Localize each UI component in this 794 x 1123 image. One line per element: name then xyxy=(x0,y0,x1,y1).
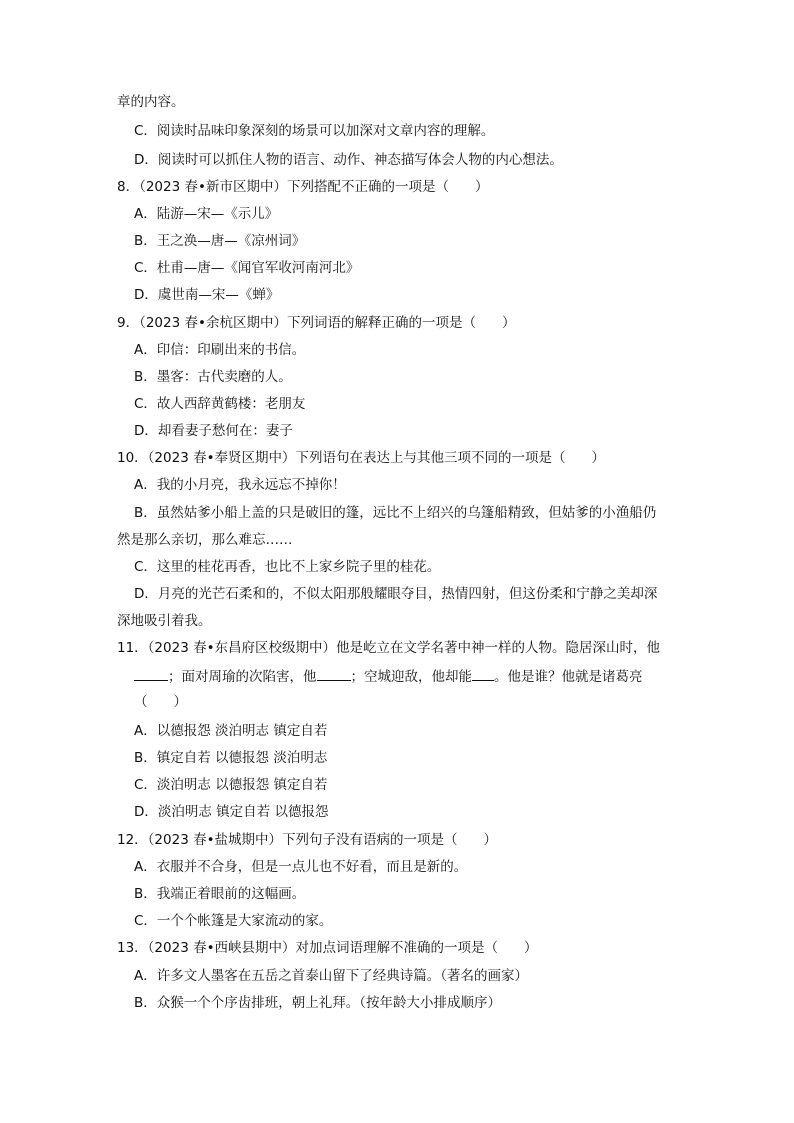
question-10-option-a: A．我的小月亮，我永远忘不掉你！ xyxy=(134,477,346,493)
question-8-close: ） xyxy=(474,179,489,195)
question-9-text: 9．（2023 春•余杭区期中）下列词语的解释正确的一项是（ xyxy=(117,315,476,331)
question-11-part-2: ；空城迎敌，他却能 xyxy=(350,669,472,685)
question-10-stem xyxy=(117,449,717,467)
question-12-option-c: C．一个个帐篷是大家流动的家。 xyxy=(134,913,333,929)
question-12-close: ） xyxy=(483,832,498,848)
question-13-close: ） xyxy=(524,940,538,956)
question-10-option-b-line2: 然是那么亲切，那么难忘…… xyxy=(117,532,293,548)
question-8-option-a: A．陆游—宋—《示儿》 xyxy=(134,206,279,222)
question-10-close: ） xyxy=(591,450,606,466)
blank-2 xyxy=(317,666,351,681)
question-10-option-d-line1: D．月亮的光芒石柔和的，不似太阳那般耀眼夺目，热情四射，但这份柔和宁静之美却深 xyxy=(134,586,658,602)
question-11-blanks-line xyxy=(134,666,734,686)
question-9-close: ） xyxy=(501,315,516,331)
question-11-option-d: D．淡泊明志 镇定自若 以德报怨 xyxy=(134,804,329,820)
question-11-stem: 11．（2023 春•东昌府区校级期中）他是屹立在文学名著中神一样的人物。隐居深山时，他 xyxy=(117,640,661,656)
question-11-option-a: A．以德报怨 淡泊明志 镇定自若 xyxy=(134,723,328,739)
question-12-option-a: A．衣服并不合身，但是一点儿也不好看，而且是新的。 xyxy=(134,859,468,875)
blank-3 xyxy=(472,666,494,681)
question-11-answer-paren xyxy=(134,693,734,711)
question-11-close: ） xyxy=(173,694,187,710)
question-10-option-c: C．这里的桂花再香，也比不上家乡院子里的桂花。 xyxy=(134,559,441,575)
question-10-option-d-line2: 深地吸引着我。 xyxy=(117,613,212,629)
question-9-option-b: B．墨客：古代卖磨的人。 xyxy=(134,369,292,385)
question-9-option-a: A．印信：印刷出来的书信。 xyxy=(134,342,306,358)
question-11-option-c: C．淡泊明志 以德报怨 镇定自若 xyxy=(134,777,328,793)
question-12-stem xyxy=(117,831,717,849)
prev-option-c: C．阅读时品味印象深刻的场景可以加深对文章内容的理解。 xyxy=(134,123,495,139)
question-9-stem xyxy=(117,314,717,332)
question-11-option-b: B．镇定自若 以德报怨 淡泊明志 xyxy=(134,750,328,766)
question-8-option-c: C．杜甫—唐—《闻官军收河南河北》 xyxy=(134,260,360,276)
blank-1 xyxy=(134,666,168,681)
question-11-part-3: 。他是谁？他就是诸葛亮 xyxy=(494,669,643,685)
question-8-option-b: B．王之涣—唐—《凉州词》 xyxy=(134,233,306,249)
question-8-text: 8．（2023 春•新市区期中）下列搭配不正确的一项是（ xyxy=(117,179,449,195)
question-12-option-b: B．我端正着眼前的这幅画。 xyxy=(134,886,306,902)
question-9-option-d: D．却看妻子愁何在：妻子 xyxy=(134,423,293,439)
question-10-option-b-line1: B．虽然姑爹小船上盖的只是破旧的篷，远比不上绍兴的乌篷船精致，但姑爹的小渔船仍 xyxy=(134,505,657,521)
question-9-option-c: C．故人西辞黄鹤楼：老朋友 xyxy=(134,396,306,412)
question-13-option-a: A．许多文人墨客在五岳之首泰山留下了经典诗篇。（著名的画家） xyxy=(134,968,528,984)
question-13-option-b: B．众猴一个个序齿排班，朝上礼拜。（按年龄大小排成顺序） xyxy=(134,995,502,1011)
prev-option-d: D．阅读时可以抓住人物的语言、动作、神态描写体会人物的内心想法。 xyxy=(134,152,563,168)
question-13-text: 13．（2023 春•西峡县期中）对加点词语理解不准确的一项是（ xyxy=(117,940,499,956)
question-13-stem xyxy=(117,939,717,957)
prev-question-text: 章的内容。 xyxy=(117,94,185,110)
question-11-open: （ xyxy=(134,694,148,710)
question-12-text: 12．（2023 春•盐城期中）下列句子没有语病的一项是（ xyxy=(117,832,458,848)
question-8-option-d: D．虞世南—宋—《蝉》 xyxy=(134,287,280,303)
question-11-part-1: ；面对周瑜的次陷害，他 xyxy=(168,669,317,685)
question-8-stem xyxy=(117,178,717,196)
question-10-text: 10．（2023 春•奉贤区期中）下列语句在表达上与其他三项不同的一项是（ xyxy=(117,450,566,466)
